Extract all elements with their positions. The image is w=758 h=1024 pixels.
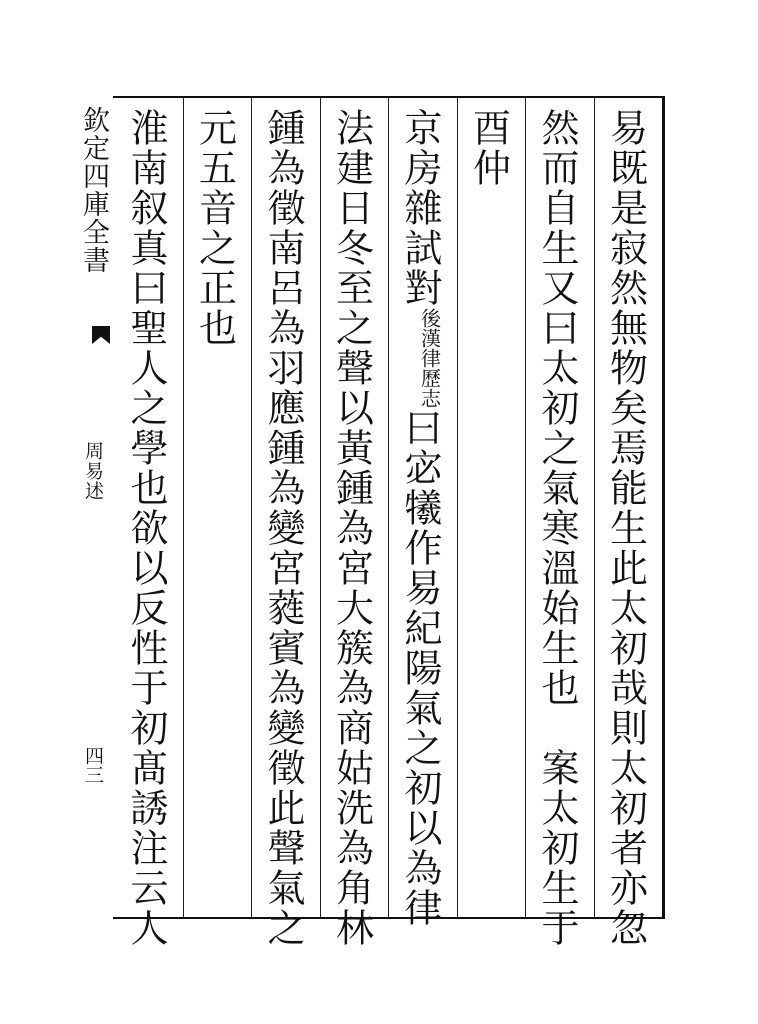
text-column (124, 108, 168, 948)
text-column (398, 108, 442, 928)
text-column (261, 108, 305, 948)
column-text: 酉仲 (466, 108, 511, 188)
text-column (604, 108, 648, 948)
column-divider (457, 98, 458, 917)
column-text: 曰宓犧作易紀陽氣之初以為律 (398, 408, 442, 928)
column-text: 易既是寂然無物矣焉能生此太初哉則太初者亦忽 (603, 108, 648, 948)
column-text: 元五音之正也 (192, 108, 237, 348)
column-text: 京房雜試對 (398, 108, 442, 308)
column-divider (183, 98, 184, 917)
column-text: 淮南叙真曰聖人之學也欲以反性于初髙誘注云人 (124, 108, 168, 948)
column-divider (525, 98, 526, 917)
page-number: 四三 (82, 746, 104, 784)
column-divider (251, 98, 252, 917)
column-text: 然而自生又曰太初之氣寒溫始生也 案太初生于 (535, 108, 579, 948)
column-divider (320, 98, 321, 917)
column-divider (388, 98, 389, 917)
text-column (330, 108, 374, 948)
column-divider (594, 98, 595, 917)
text-column (535, 108, 579, 948)
text-column (467, 108, 511, 188)
column-text: 鍾為徵南呂為羽應鍾為變宮蕤賓為變徵此聲氣之 (261, 108, 305, 948)
page-margin (70, 96, 110, 919)
text-column (193, 108, 237, 348)
fishtail-mark-icon (92, 326, 110, 344)
book-title: 欽定四庫全書 (78, 106, 109, 274)
commentary-note: 後漢律歷志 (417, 308, 442, 408)
section-title: 周易述 (82, 441, 104, 501)
column-text: 法建日冬至之聲以黃鍾為宮大簇為商姑洗為角林 (329, 108, 374, 948)
